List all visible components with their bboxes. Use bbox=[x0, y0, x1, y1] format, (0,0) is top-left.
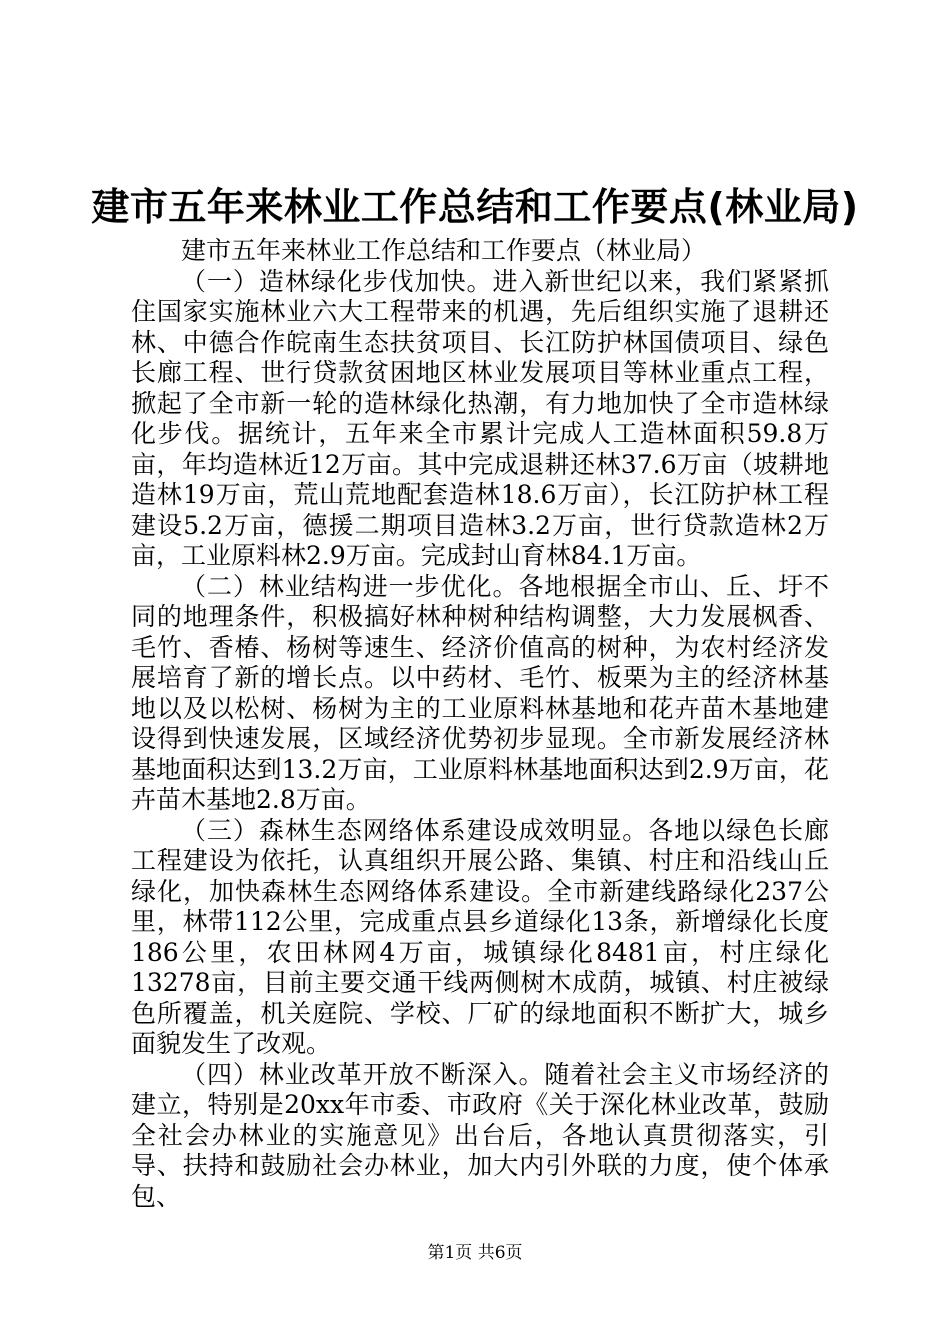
paragraph-forestry-structure: （二）林业结构进一步优化。各地根据全市山、丘、圩不同的地理条件，积极搞好林种树种结构调整，大力发展枫香、毛竹、香椿、杨树等速生、经济价值高的树种，为农村经济发展培育了新的增长点。以中药材、毛竹、板栗为主的经济林基地以及以松树、杨树为主的工业原料林基地和花卉苗木基地建设得到快速发展，区域经济优势初步显现。全市新发展经济林基地面积达到13.2万亩，工业原料林基地面积达到2.9万亩，花卉苗木基地2.8万亩。 bbox=[131, 571, 829, 814]
document-body bbox=[131, 236, 829, 1212]
paragraph-afforestation: （一）造林绿化步伐加快。进入新世纪以来，我们紧紧抓住国家实施林业六大工程带来的机遇，先后组织实施了退耕还林、中德合作皖南生态扶贫项目、长江防护林国债项目、绿色长廊工程、世行贷款贫困地区林业发展项目等林业重点工程，掀起了全市新一轮的造林绿化热潮，有力地加快了全市造林绿化步伐。据统计，五年来全市累计完成人工造林面积59.8万亩，年均造林近12万亩。其中完成退耕还林37.6万亩（坡耕地造林19万亩，荒山荒地配套造林18.6万亩），长江防护林工程建设5.2万亩，德援二期项目造林3.2万亩，世行贷款造林2万亩，工业原料林2.9万亩。完成封山育林84.1万亩。 bbox=[131, 266, 829, 570]
document-title: 建市五年来林业工作总结和工作要点(林业局) bbox=[91, 185, 859, 229]
paragraph-subtitle: 建市五年来林业工作总结和工作要点（林业局） bbox=[181, 236, 707, 265]
paragraph-forestry-reform: （四）林业改革开放不断深入。随着社会主义市场经济的建立，特别是20xx年市委、市政府《关于深化林业改革，鼓励全社会办林业的实施意见》出台后，各地认真贯彻落实，引导、扶持和鼓励社会办林业，加大内引外联的力度，使个体承包、 bbox=[131, 1059, 829, 1211]
paragraph-ecological-network: （三）森林生态网络体系建设成效明显。各地以绿色长廊工程建设为依托，认真组织开展公路、集镇、村庄和沿线山丘绿化，加快森林生态网络体系建设。全市新建线路绿化237公里，林带112公里，完成重点县乡道绿化13条，新增绿化长度186公里，农田林网4万亩，城镇绿化8481亩，村庄绿化13278亩，目前主要交通干线两侧树木成荫，城镇、村庄被绿色所覆盖，机关庭院、学校、厂矿的绿地面积不断扩大，城乡面貌发生了改观。 bbox=[131, 815, 829, 1058]
page-footer: 第1页 共6页 bbox=[427, 1243, 523, 1263]
